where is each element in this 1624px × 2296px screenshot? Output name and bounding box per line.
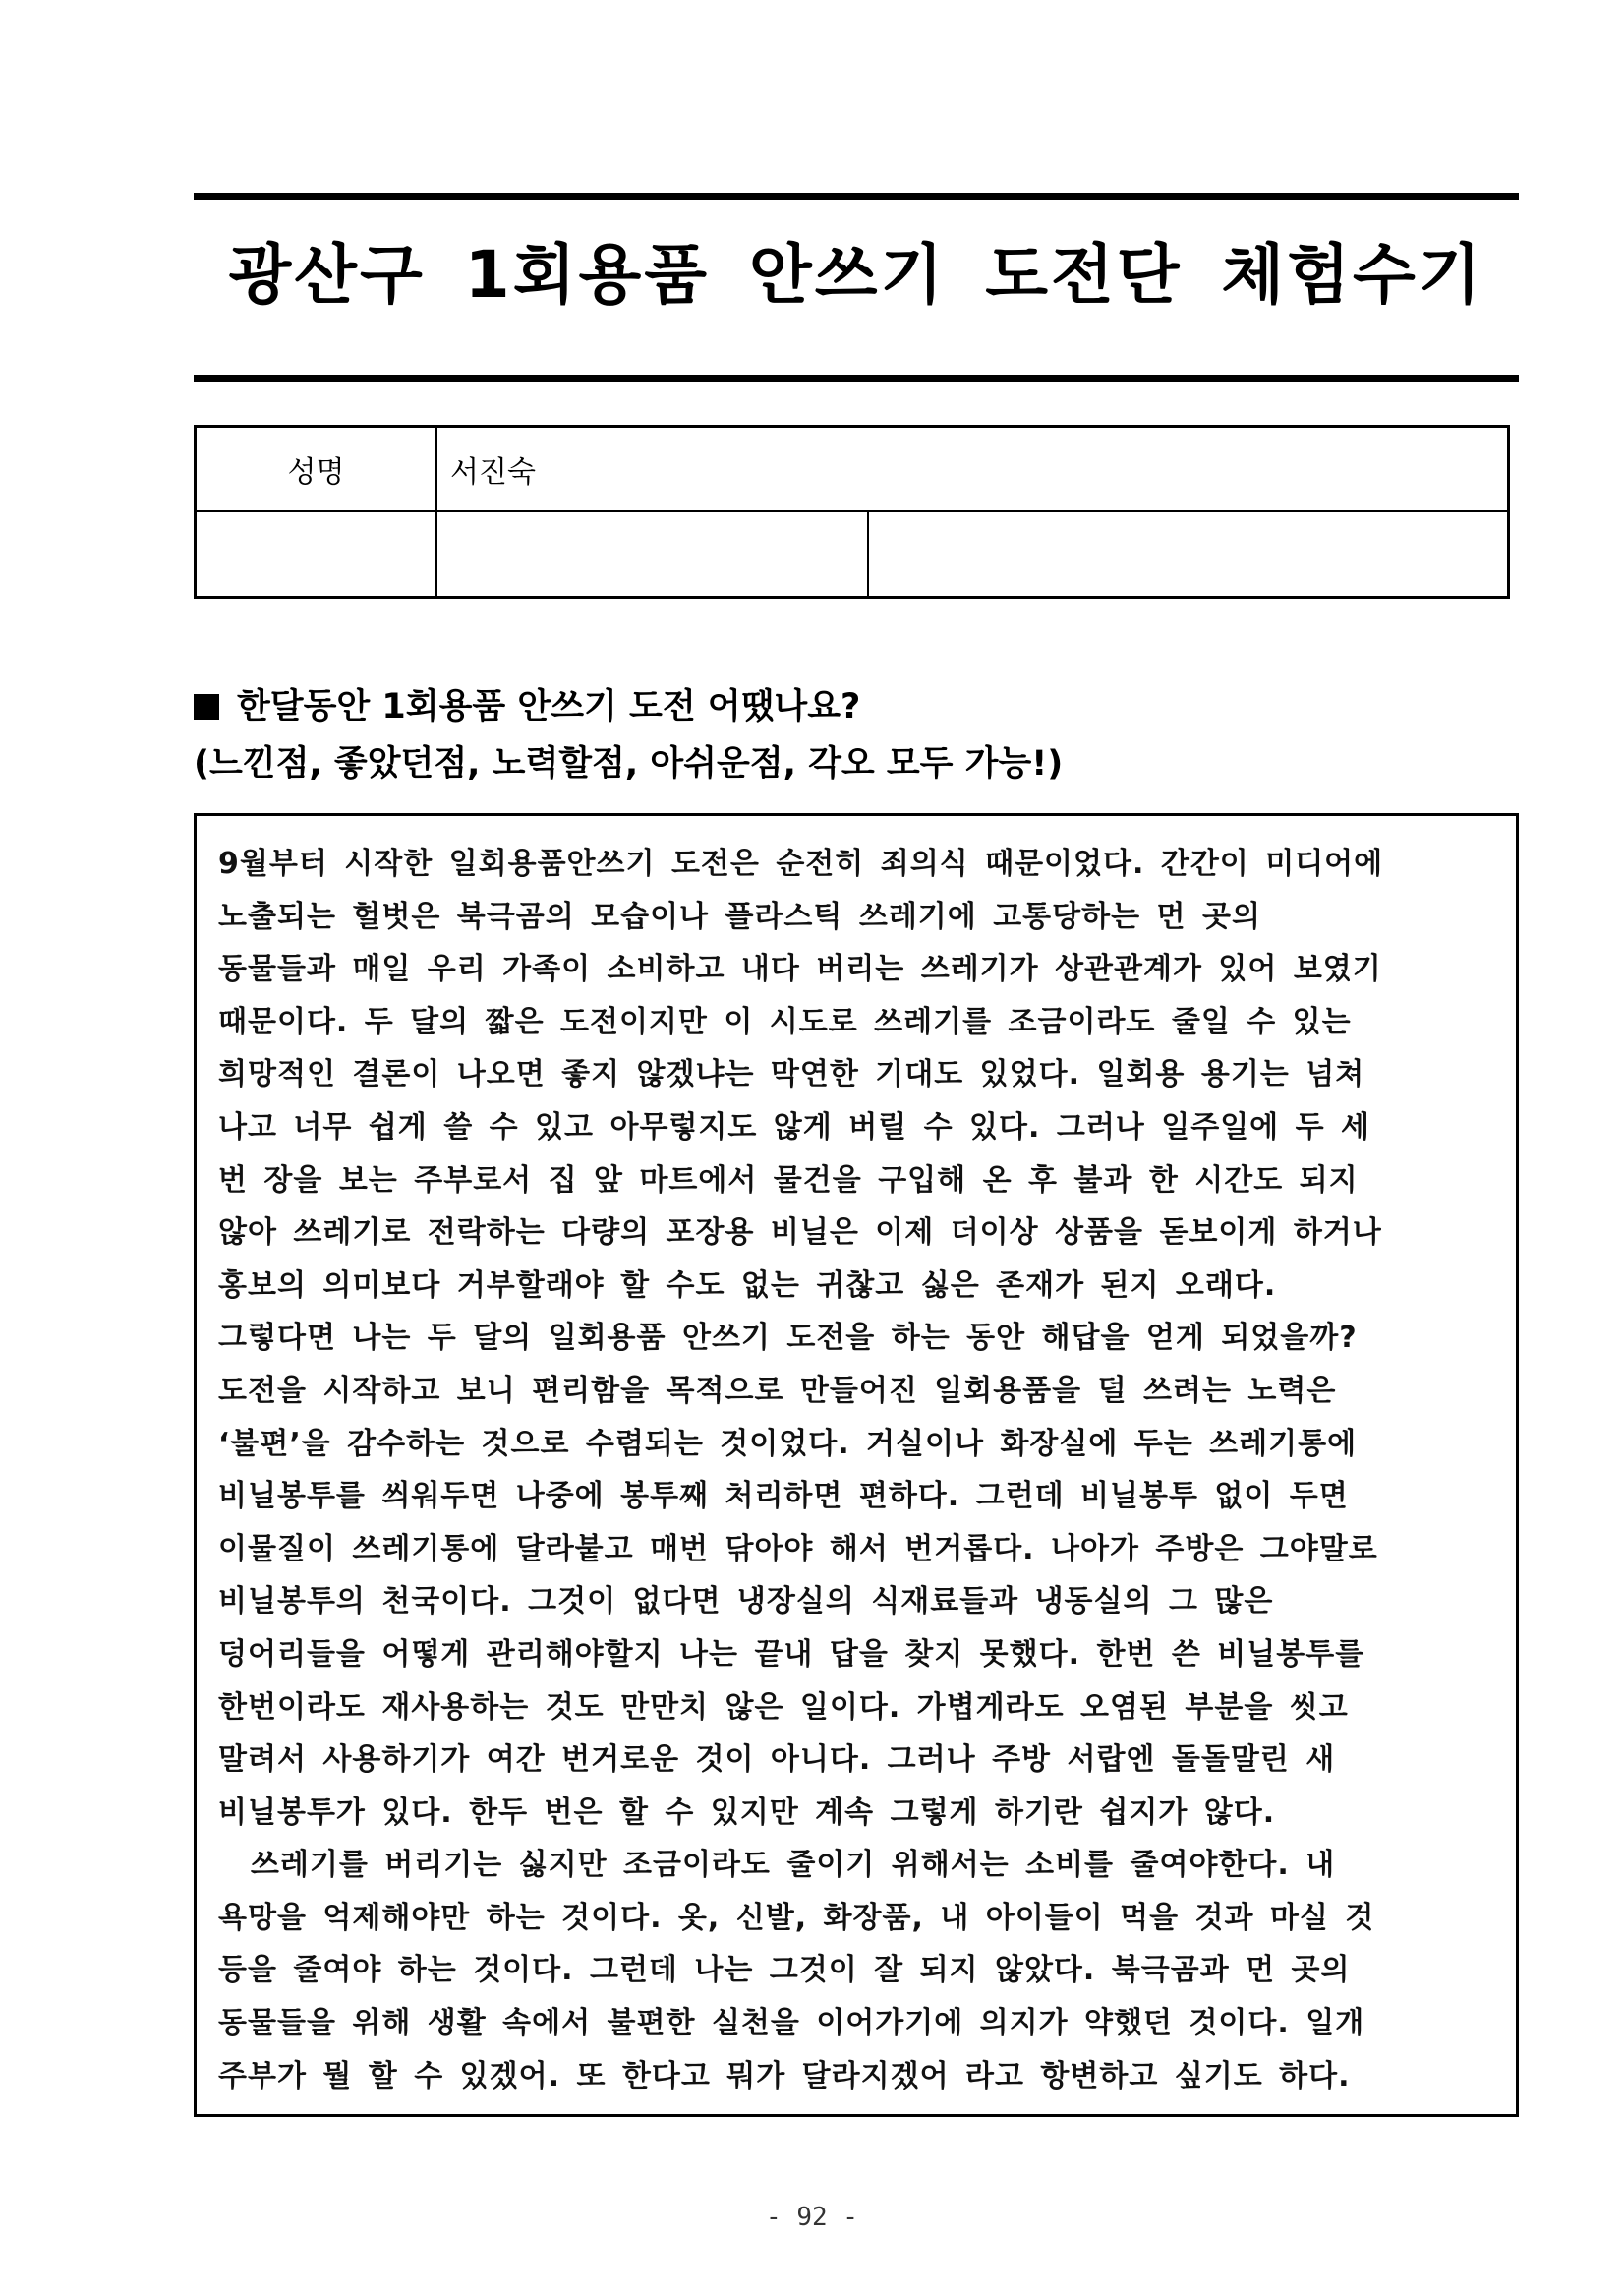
- essay-box: [194, 813, 1519, 2117]
- essay-line: 비닐봉투가 있다. 한두 번은 할 수 있지만 계속 그렇게 하기란 쉽지가 않다.: [218, 1795, 1276, 1830]
- document-title: 광산구 1회용품 안쓰기 도전단 체험수기: [228, 237, 1484, 313]
- page-number: - 92 -: [766, 2203, 858, 2232]
- essay-line: 주부가 뭘 할 수 있겠어. 또 한다고 뭐가 달라지겠어 라고 항변하고 싶기도 하다.: [218, 2058, 1351, 2093]
- essay-line: 쓰레기를 버리기는 싫지만 조금이라도 줄이기 위해서는 소비를 줄여야한다. 내: [218, 1848, 1336, 1883]
- essay-line: 나고 너무 쉽게 쓸 수 있고 아무렇지도 않게 버릴 수 있다. 그러나 일주일에 두 세: [218, 1109, 1370, 1145]
- section-heading-line-1: [194, 678, 1063, 736]
- essay-line: 동물들을 위해 생활 속에서 불편한 실천을 이어가기에 의지가 약했던 것이다. 일개: [218, 2006, 1365, 2041]
- essay-line: 9월부터 시작한 일회용품안쓰기 도전은 순전히 죄의식 때문이었다. 간간이 미디어에: [218, 847, 1384, 881]
- essay-line: 노출되는 헐벗은 북극곰의 모습이나 플라스틱 쓰레기에 고통당하는 먼 곳의: [218, 899, 1261, 934]
- essay-line: 때문이다. 두 달의 짧은 도전이지만 이 시도로 쓰레기를 조금이라도 줄일 수 있는: [218, 1004, 1352, 1039]
- title-top-rule: [194, 193, 1519, 200]
- essay-line: 이물질이 쓰레기통에 달라붙고 매번 닦아야 해서 번거롭다. 나아가 주방은 그야말로: [218, 1531, 1378, 1566]
- essay-line: 한번이라도 재사용하는 것도 만만치 않은 일이다. 가볍게라도 오염된 부분을 씻고: [218, 1689, 1349, 1725]
- row2-cell-2: [450, 512, 863, 596]
- essay-line: 그렇다면 나는 두 달의 일회용품 안쓰기 도전을 하는 동안 해답을 얻게 되었을까?: [218, 1321, 1358, 1356]
- black-square-bullet-icon: [194, 694, 219, 720]
- essay-line: 비닐봉투를 씌워두면 나중에 봉투째 처리하면 편하다. 그런데 비닐봉투 없이 두면: [218, 1479, 1349, 1514]
- section-heading-line-2: (느낀점, 좋았던점, 노력할점, 아쉬운점, 각오 모두 가능!): [194, 744, 1064, 784]
- info-table: [194, 425, 1510, 599]
- section-heading: [194, 678, 1063, 793]
- essay-line: 말려서 사용하기가 여간 번거로운 것이 아니다. 그러나 주방 서랍엔 돌돌말린 새: [218, 1742, 1336, 1778]
- name-label: 성명: [287, 455, 345, 490]
- essay-line: 비닐봉투의 천국이다. 그것이 없다면 냉장실의 식재료들과 냉동실의 그 많은: [218, 1584, 1274, 1619]
- section-question: 한달동안 1회용품 안쓰기 도전 어땠나요?: [237, 687, 861, 727]
- title-bottom-rule: [194, 375, 1519, 382]
- row2-cell-1: [197, 512, 435, 596]
- essay-line: 덩어리들을 어떻게 관리해야할지 나는 끝내 답을 찾지 못했다. 한번 쓴 비닐봉투를: [218, 1636, 1365, 1672]
- name-value: 서진숙: [450, 455, 536, 490]
- essay-line: 홍보의 의미보다 거부할래야 할 수도 없는 귀찮고 싫은 존재가 된지 오래다.: [218, 1267, 1277, 1303]
- table-column-divider-lower: [867, 512, 869, 596]
- essay-line: 등을 줄여야 하는 것이다. 그런데 나는 그것이 잘 되지 않았다. 북극곰과 먼 곳의: [218, 1953, 1351, 1988]
- essay-line: ‘불편’을 감수하는 것으로 수렴되는 것이었다. 거실이나 화장실에 두는 쓰레기통에: [218, 1426, 1358, 1461]
- essay-line: 동물들과 매일 우리 가족이 소비하고 내다 버리는 쓰레기가 상관관계가 있어 보였기: [218, 952, 1382, 987]
- row2-cell-3: [883, 512, 1492, 596]
- essay-line: 않아 쓰레기로 전락하는 다량의 포장용 비닐은 이제 더이상 상품을 돋보이게 하거나: [218, 1215, 1382, 1251]
- essay-line: 욕망을 억제해야만 하는 것이다. 옷, 신발, 화장품, 내 아이들이 먹을 것과 마실 것: [218, 1900, 1375, 1935]
- essay-line: 도전을 시작하고 보니 편리함을 목적으로 만들어진 일회용품을 덜 쓰려는 노력은: [218, 1373, 1337, 1408]
- table-column-divider: [435, 428, 437, 596]
- essay-line: 희망적인 결론이 나오면 좋지 않겠냐는 막연한 기대도 있었다. 일회용 용기는 넘쳐: [218, 1057, 1365, 1092]
- essay-line: 번 장을 보는 주부로서 집 앞 마트에서 물건을 구입해 온 후 불과 한 시간도 되지: [218, 1162, 1359, 1198]
